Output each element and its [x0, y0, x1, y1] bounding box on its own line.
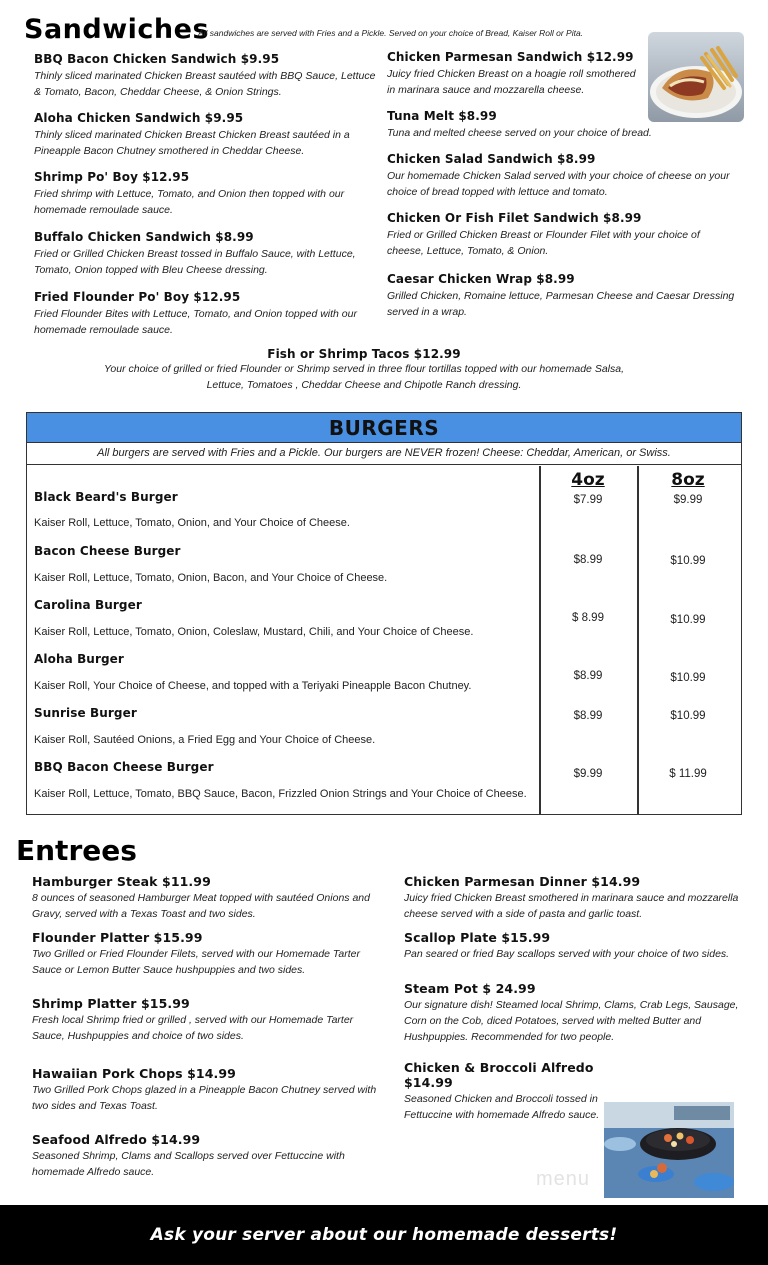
item-description: Two Grilled Pork Chops glazed in a Pineapple Bacon Chutney served with two sides and Texas Toast.: [32, 1084, 377, 1112]
burger-description: Kaiser Roll, Lettuce, Tomato, Onion, Coleslaw, Mustard, Chili, and Your Choice of Cheese.: [34, 626, 474, 638]
menu-item: [404, 930, 764, 962]
item-description: Grilled Chicken, Romaine lettuce, Parmesan Cheese and Caesar Dressing served in a wrap.: [387, 290, 735, 318]
item-name: Chicken Parmesan Sandwich $12.99: [387, 50, 634, 64]
menu-item: [32, 996, 388, 1044]
price-4oz: $8.99: [573, 710, 603, 722]
item-description: Tuna and melted cheese served on your choice of bread.: [387, 127, 652, 139]
burger-name: Carolina Burger: [34, 598, 142, 612]
burger-description: Kaiser Roll, Lettuce, Tomato, Onion, Bacon, and Your Choice of Cheese.: [34, 572, 388, 584]
price-4oz: $9.99: [573, 768, 603, 780]
menu-item: [34, 52, 384, 100]
item-name: Caesar Chicken Wrap $8.99: [387, 272, 575, 286]
burger-name: BBQ Bacon Cheese Burger: [34, 760, 214, 774]
item-name: Buffalo Chicken Sandwich $8.99: [34, 230, 254, 244]
burger-description: Kaiser Roll, Lettuce, Tomato, Onion, and Your Choice of Cheese.: [34, 517, 350, 529]
item-description: Your choice of grilled or fried Flounder or Shrimp served in three flour tortillas topped with our homemade Salsa, Lettuce, Tomatoes , Cheddar Cheese and Chipotle Ranch dressing.: [103, 363, 624, 391]
item-name: Chicken Parmesan Dinner $14.99: [404, 874, 641, 889]
item-description: Fried or Grilled Chicken Breast or Flounder Filet with your choice of cheese, Lettuce, Tomato, & Onion.: [387, 229, 700, 257]
item-description: Fried or Grilled Chicken Breast tossed in Buffalo Sauce, with Lettuce, Tomato, Onion topped with Bleu Cheese dressing.: [34, 248, 356, 276]
price-8oz: $10.99: [670, 614, 706, 626]
item-description: Seasoned Chicken and Broccoli tossed in Fettuccine with homemade Alfredo sauce.: [404, 1093, 600, 1121]
menu-item: [32, 1066, 388, 1114]
burgers-section: [26, 412, 742, 815]
item-description: Thinly sliced marinated Chicken Breast sautéed with BBQ Sauce, Lettuce & Tomato, Bacon, Cheddar Cheese, & Onion Strings.: [34, 70, 376, 98]
item-name: Aloha Chicken Sandwich $9.95: [34, 111, 244, 125]
entrees-section: [0, 830, 768, 1205]
menu-item: [32, 1132, 388, 1180]
item-name: Fish or Shrimp Tacos $12.99: [267, 347, 461, 361]
size-8oz-header: 8oz: [671, 470, 705, 490]
burger-description: Kaiser Roll, Sautéed Onions, a Fried Egg and Your Choice of Cheese.: [34, 734, 376, 746]
menu-item: [34, 170, 384, 218]
burger-name: Aloha Burger: [34, 652, 124, 666]
menu-item: [34, 290, 384, 338]
menu-item: [387, 50, 645, 98]
item-name: Fried Flounder Po' Boy $12.95: [34, 290, 241, 304]
item-description: Fried shrimp with Lettuce, Tomato, and Onion then topped with our homemade remoulade sauce.: [34, 188, 345, 216]
price-4oz: $ 8.99: [572, 612, 604, 624]
burger-description: Kaiser Roll, Your Choice of Cheese, and topped with a Teriyaki Pineapple Bacon Chutney.: [34, 680, 472, 692]
price-8oz: $9.99: [673, 494, 703, 506]
menu-item: [404, 874, 744, 922]
burger-description: Kaiser Roll, Lettuce, Tomato, BBQ Sauce, Bacon, Frizzled Onion Strings and Your Choice of Cheese.: [34, 788, 527, 800]
item-name: Seafood Alfredo $14.99: [32, 1132, 201, 1147]
item-name: Hamburger Steak $11.99: [32, 874, 211, 889]
item-name: Scallop Plate $15.99: [404, 930, 551, 945]
sandwiches-title: Sandwiches: [24, 14, 210, 45]
column-divider: [637, 466, 639, 814]
price-8oz: $10.99: [670, 672, 706, 684]
item-description: Our signature dish! Steamed local Shrimp, Clams, Crab Legs, Sausage, Corn on the Cob, diced Potatoes, served with melted Butter and Hushpuppies. Recommended for two people.: [404, 999, 739, 1043]
sandwich-photo: [648, 32, 744, 122]
menu-item: [32, 874, 388, 922]
menu-item: [404, 981, 744, 1045]
burgers-title: BURGERS: [328, 415, 440, 440]
item-description: Juicy fried Chicken Breast smothered in marinara sauce and mozzarella cheese served with a side of pasta and garlic toast.: [404, 892, 739, 920]
burger-name: Bacon Cheese Burger: [34, 544, 181, 558]
price-4oz: $8.99: [573, 554, 603, 566]
menu-item: [32, 930, 388, 978]
menu-item: [34, 230, 384, 278]
item-description: Juicy fried Chicken Breast on a hoagie roll smothered in marinara sauce and mozzarella cheese.: [387, 68, 636, 96]
item-description: Two Grilled or Fried Flounder Filets, served with our Homemade Tarter Sauce or Lemon Butter Sauce hushpuppies and two sides.: [32, 948, 360, 976]
item-description: Thinly sliced marinated Chicken Breast Chicken Breast sautéed in a Pineapple Bacon Chutney smothered in Cheddar Cheese.: [34, 129, 350, 157]
item-description: Fried Flounder Bites with Lettuce, Tomato, and Onion topped with our homemade remoulade sauce.: [34, 308, 357, 336]
column-divider: [539, 466, 541, 814]
item-name: Flounder Platter $15.99: [32, 930, 203, 945]
item-name: Shrimp Platter $15.99: [32, 996, 190, 1011]
item-description: 8 ounces of seasoned Hamburger Meat topped with sautéed Onions and Gravy, served with a Texas Toast and two sides.: [32, 892, 370, 920]
price-8oz: $10.99: [670, 710, 706, 722]
item-name: Steam Pot $ 24.99: [404, 981, 536, 996]
steam-pot-photo: [604, 1102, 734, 1198]
price-8oz: $ 11.99: [669, 768, 707, 780]
sandwiches-section: [0, 0, 768, 400]
item-description: Fresh local Shrimp fried or grilled , served with our Homemade Tarter Sauce, Hushpuppies and choice of two sides.: [32, 1014, 354, 1042]
item-name: Tuna Melt $8.99: [387, 109, 497, 123]
menu-item: [387, 272, 737, 320]
menu-item: [387, 211, 737, 259]
burgers-note: All burgers are served with Fries and a Pickle. Our burgers are NEVER frozen! Cheese: Cheddar, American, or Swiss.: [27, 443, 741, 465]
item-name: BBQ Bacon Chicken Sandwich $9.95: [34, 52, 280, 66]
menu-item: [34, 111, 384, 159]
menu-item-tacos: [100, 347, 628, 393]
entrees-title: Entrees: [16, 834, 137, 867]
footer-text: Ask your server about our homemade desserts!: [150, 1225, 618, 1245]
sandwiches-note: All sandwiches are served with Fries and a Pickle. Served on your choice of Bread, Kaiser Roll or Pita.: [198, 28, 584, 38]
item-name: Hawaiian Pork Chops $14.99: [32, 1066, 236, 1081]
price-4oz: $8.99: [573, 670, 603, 682]
menu-item: [387, 152, 737, 200]
item-description: Our homemade Chicken Salad served with your choice of cheese on your choice of bread topped with lettuce and tomato.: [387, 170, 730, 198]
burgers-header: [27, 413, 741, 443]
price-8oz: $10.99: [670, 555, 706, 567]
footer-banner: [0, 1205, 768, 1265]
price-4oz: $7.99: [573, 494, 603, 506]
item-name: Shrimp Po' Boy $12.95: [34, 170, 190, 184]
item-name: Chicken Or Fish Filet Sandwich $8.99: [387, 211, 642, 225]
item-name: Chicken & Broccoli Alfredo $14.99: [404, 1060, 594, 1090]
item-name: Chicken Salad Sandwich $8.99: [387, 152, 596, 166]
burger-name: Sunrise Burger: [34, 706, 137, 720]
watermark: menu: [536, 1168, 591, 1190]
item-description: Seasoned Shrimp, Clams and Scallops served over Fettuccine with homemade Alfredo sauce.: [32, 1150, 345, 1178]
size-4oz-header: 4oz: [571, 470, 605, 490]
burger-name: Black Beard's Burger: [34, 490, 178, 504]
burgers-table: [27, 466, 740, 814]
item-description: Pan seared or fried Bay scallops served with your choice of two sides.: [404, 948, 730, 960]
